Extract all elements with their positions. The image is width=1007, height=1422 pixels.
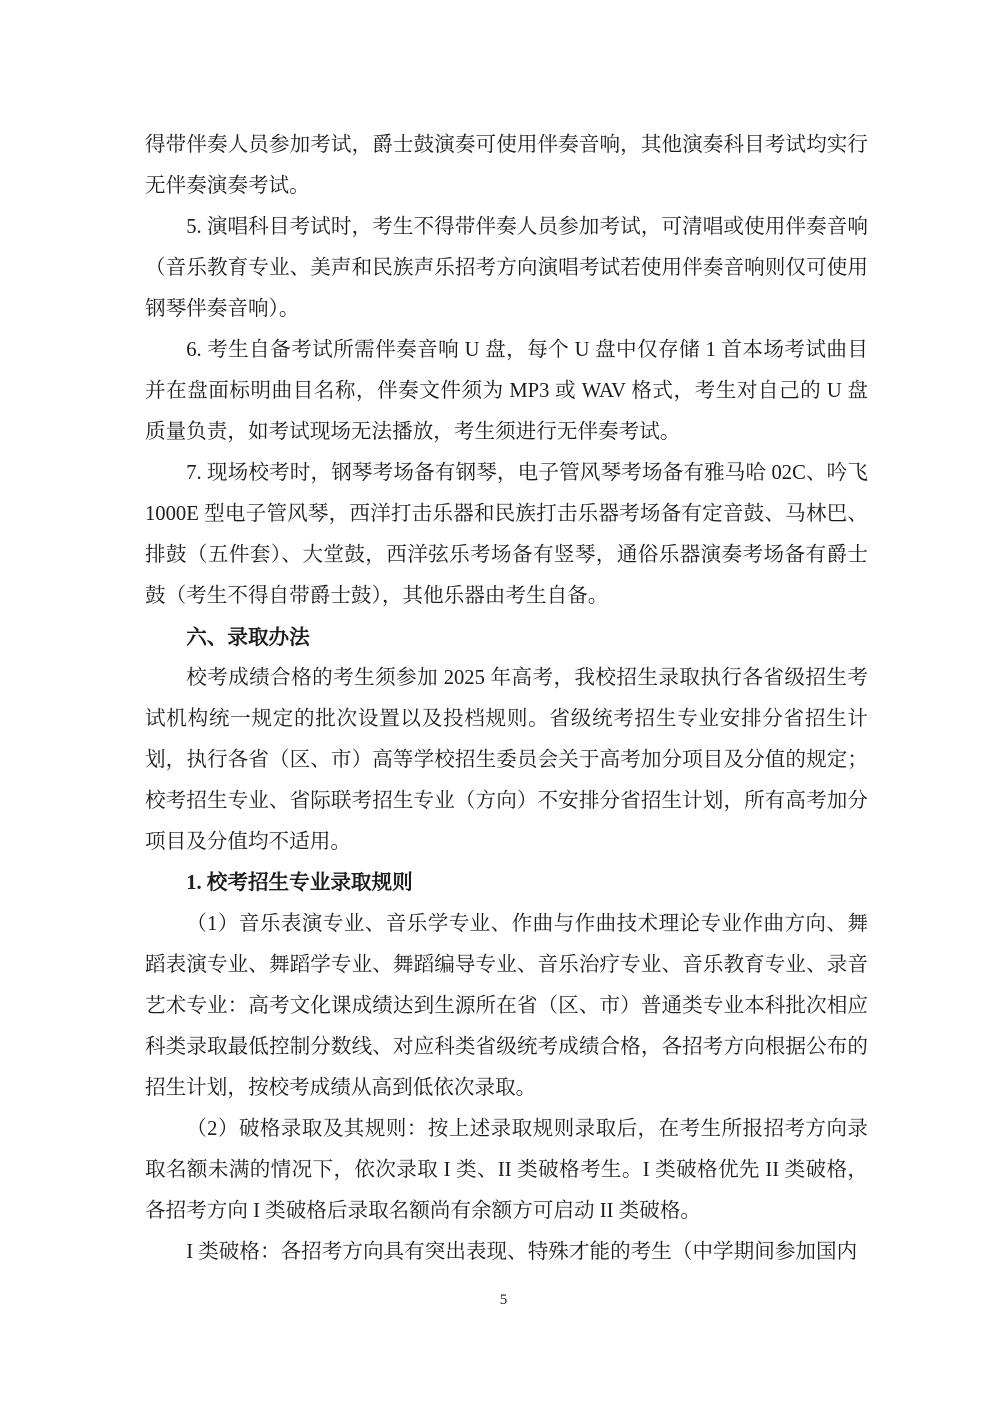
paragraph-rule-2-exceptional-admission: （2）破格录取及其规则：按上述录取规则录取后，在考生所报招考方向录取名额未满的情况下，依次录取 I 类、II 类破格考生。I 类破格优先 II 类破格，各招考方向 I 类破格后录取名额尚有余额方可启动 II 类破格。 bbox=[145, 1118, 868, 1222]
paragraph-item-7-onsite-instruments: 7. 现场校考时，钢琴考场备有钢琴，电子管风琴考场备有雅马哈 02C、吟飞 1000E 型电子管风琴，西洋打击乐器和民族打击乐器考场备有定音鼓、马林巴、排鼓（五件套）、大堂鼓，西洋弦乐考场备有竖琴，通俗乐器演奏考场备有爵士鼓（考生不得自带爵士鼓），其他乐器由考生自备。 bbox=[145, 462, 868, 607]
document-body bbox=[145, 125, 868, 1273]
section-heading-admission-methods: 六、录取办法 bbox=[186, 626, 310, 649]
paragraph-admission-policy-overview: 校考成绩合格的考生须参加 2025 年高考，我校招生录取执行各省级招生考试机构统一规定的批次设置以及投档规则。省级统考招生专业安排分省招生计划，执行各省（区、市）高等学校招生委员会关于高考加分项目及分值的规定；校考招生专业、省际联考招生专业（方向）不安排分省招生计划，所有高考加分项目及分值均不适用。 bbox=[145, 667, 868, 853]
paragraph-type1-exceptional-start: I 类破格：各招考方向具有突出表现、特殊才能的考生（中学期间参加国内 bbox=[186, 1241, 858, 1263]
paragraph-item-6-usb-accompaniment: 6. 考生自备考试所需伴奏音响 U 盘，每个 U 盘中仅存储 1 首本场考试曲目并在盘面标明曲目名称，伴奏文件须为 MP3 或 WAV 格式，考生对自己的 U 盘质量负责，如考试现场无法播放，考生须进行无伴奏考试。 bbox=[145, 339, 868, 443]
paragraph-rule-1-majors-list: （1）音乐表演专业、音乐学专业、作曲与作曲技术理论专业作曲方向、舞蹈表演专业、舞蹈学专业、舞蹈编导专业、音乐治疗专业、音乐教育专业、录音艺术专业：高考文化课成绩达到生源所在省（区、市）普通类专业本科批次相应科类录取最低控制分数线、对应科类省级统考成绩合格，各招考方向根据公布的招生计划，按校考成绩从高到低依次录取。 bbox=[145, 913, 868, 1099]
subsection-heading-school-exam-admission-rules: 1. 校考招生专业录取规则 bbox=[186, 872, 413, 894]
paragraph-continuation-accompaniment: 得带伴奏人员参加考试，爵士鼓演奏可使用伴奏音响，其他演奏科目考试均实行无伴奏演奏考试。 bbox=[145, 134, 868, 197]
page-number: 5 bbox=[499, 1292, 508, 1308]
page-footer bbox=[0, 1290, 1007, 1310]
paragraph-item-5-singing-subjects: 5. 演唱科目考试时，考生不得带伴奏人员参加考试，可清唱或使用伴奏音响（音乐教育专业、美声和民族声乐招考方向演唱考试若使用伴奏音响则仅可使用钢琴伴奏音响）。 bbox=[145, 216, 868, 320]
